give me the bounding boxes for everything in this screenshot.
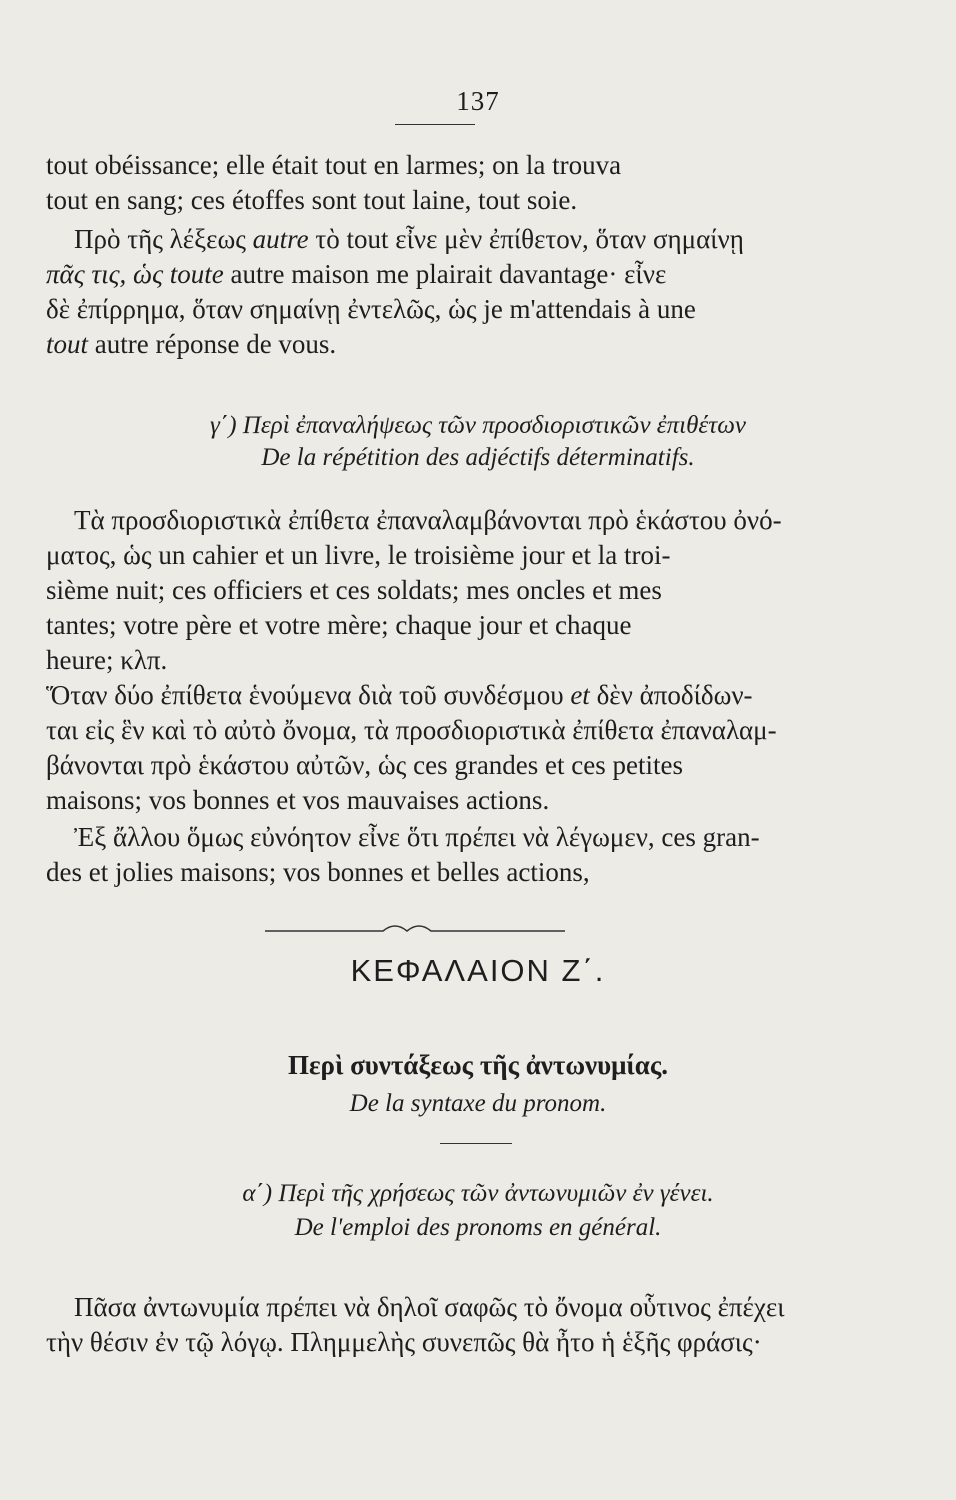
chapter-rule xyxy=(440,1143,512,1144)
section-gamma-greek: γ΄) Περὶ ἐπαναλήψεως τῶν προσδιοριστικῶν ἐπιθέτων xyxy=(210,412,746,439)
para4-line4: maisons; vos bonnes et vos mauvaises actions. xyxy=(46,785,550,815)
paragraph-5 xyxy=(46,820,814,890)
para1-line1: tout obéissance; elle était tout en larmes; on la trouva xyxy=(46,150,622,180)
para4-line1: Ὅταν δύο ἐπίθετα ἑνούμενα διὰ τοῦ συνδέσμου et δὲν ἀποδίδων- xyxy=(46,680,753,710)
para1-line2: tout en sang; ces étoffes sont tout laine, tout soie. xyxy=(46,185,578,215)
paragraph-2 xyxy=(46,222,814,362)
para3-line1: Τὰ προσδιοριστικὰ ἐπίθετα ἐπαναλαμβάνονται πρὸ ἑκάστου ὀνό- xyxy=(74,505,782,535)
para4-line3: βάνονται πρὸ ἑκάστου αὐτῶν, ὡς ces grandes et ces petites xyxy=(46,750,683,780)
para3-line4: tantes; votre père et votre mère; chaque jour et chaque xyxy=(46,610,632,640)
para2-line2: πᾶς τις, ὡς toute autre maison me plairait davantage· εἶνε xyxy=(46,259,667,289)
section-divider-ornament xyxy=(265,917,565,937)
para5-line1: Ἐξ ἄλλου ὅμως εὐνόητον εἶνε ὅτι πρέπει νὰ λέγωμεν, ces gran- xyxy=(74,822,760,852)
para2-line4: tout autre réponse de vous. xyxy=(46,329,337,359)
section-alpha-french: De l'emploi des pronoms en général. xyxy=(294,1214,662,1241)
paragraph-4 xyxy=(46,678,814,818)
paragraph-3 xyxy=(46,503,814,678)
para6-line2: τὴν θέσιν ἐν τῷ λόγῳ. Πλημμελὴς συνεπῶς θὰ ἦτο ἡ ἑξῆς φράσις· xyxy=(46,1327,762,1357)
para3-line2: ματος, ὡς un cahier et un livre, le troisième jour et la troi- xyxy=(46,540,671,570)
chapter-french-title: De la syntaxe du pronom. xyxy=(349,1090,607,1117)
chapter-greek-title: Περὶ συντάξεως τῆς ἀντωνυμίας. xyxy=(287,1050,669,1080)
para3-line3: sième nuit; ces officiers et ces soldats; mes oncles et mes xyxy=(46,575,662,605)
para4-line2: ται εἰς ἓν καὶ τὸ αὐτὸ ὄνομα, τὰ προσδιοριστικὰ ἐπίθετα ἐπαναλαμ- xyxy=(46,715,777,745)
chapter-title: ΚΕΦΑΛΑΙΟΝ Ζ΄. xyxy=(350,953,606,988)
para3-line5: heure; κλπ. xyxy=(46,645,168,675)
page-number: 137 xyxy=(456,86,500,116)
section-gamma-french: De la répétition des adjéctifs déterminatifs. xyxy=(261,444,695,471)
section-alpha-greek: α΄) Περὶ τῆς χρήσεως τῶν ἀντωνυμιῶν ἐν γένει. xyxy=(242,1180,714,1207)
page-number-rule xyxy=(395,124,475,125)
para6-line1: Πᾶσα ἀντωνυμία πρέπει νὰ δηλοῖ σαφῶς τὸ ὄνομα οὗτινος ἐπέχει xyxy=(74,1292,785,1322)
para2-line1: Πρὸ τῆς λέξεως autre τὸ tout εἶνε μὲν ἐπίθετον, ὅταν σημαίνῃ xyxy=(74,224,744,254)
para2-line3: δὲ ἐπίρρημα, ὅταν σημαίνῃ ἐντελῶς, ὡς je m'attendais à une xyxy=(46,294,696,324)
paragraph-6 xyxy=(46,1290,814,1360)
paragraph-1 xyxy=(46,148,814,218)
para5-line2: des et jolies maisons; vos bonnes et belles actions, xyxy=(46,857,590,887)
